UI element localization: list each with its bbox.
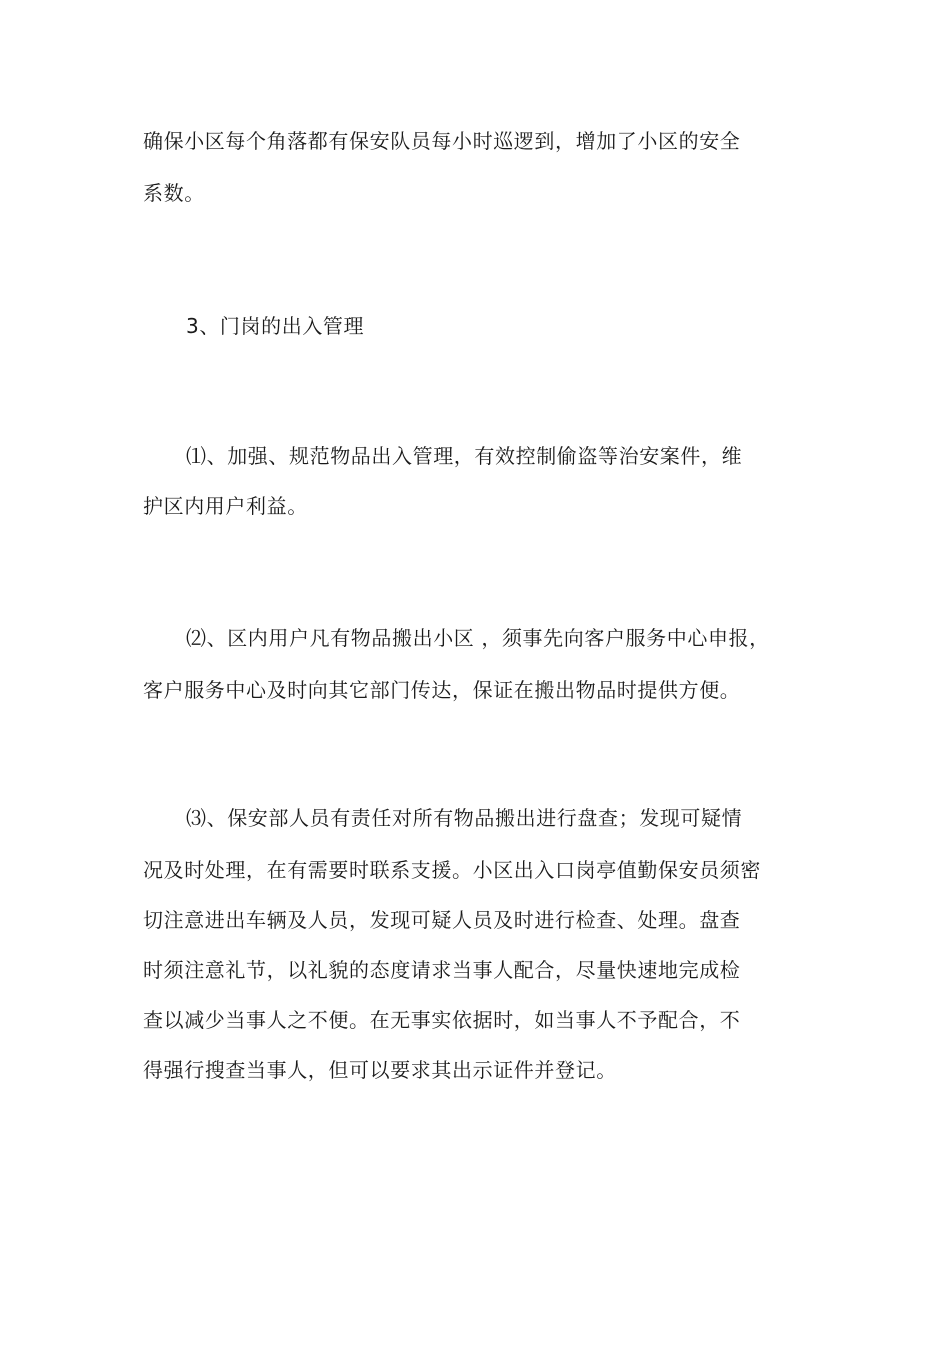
list-item-3-line: 得强行搜查当事人，但可以要求其出示证件并登记。 bbox=[143, 1058, 617, 1082]
list-item-1-line: ⑴、加强、规范物品出入管理，有效控制偷盗等治安案件，维 bbox=[186, 444, 743, 468]
list-item-3-line: 时须注意礼节，以礼貌的态度请求当事人配合，尽量快速地完成检 bbox=[143, 958, 741, 982]
list-item-3-line: 况及时处理，在有需要时联系支援。小区出入口岗亭值勤保安员须密 bbox=[143, 858, 761, 882]
list-item-1-line: 护区内用户利益。 bbox=[143, 494, 308, 518]
list-item-3-line: 查以减少当事人之不便。在无事实依据时，如当事人不予配合，不 bbox=[143, 1008, 741, 1032]
paragraph-line: 确保小区每个角落都有保安队员每小时巡逻到，增加了小区的安全 bbox=[143, 129, 741, 153]
list-item-3-line: 切注意进出车辆及人员，发现可疑人员及时进行检查、处理。盘查 bbox=[143, 908, 741, 932]
list-item-2-line: ⑵、区内用户凡有物品搬出小区 ，须事先向客户服务中心申报， bbox=[186, 626, 770, 650]
section-heading: 3、门岗的出入管理 bbox=[186, 314, 365, 338]
list-item-2-line: 客户服务中心及时向其它部门传达，保证在搬出物品时提供方便。 bbox=[143, 678, 741, 702]
paragraph-line: 系数。 bbox=[143, 181, 205, 205]
list-item-3-line: ⑶、保安部人员有责任对所有物品搬出进行盘查；发现可疑情 bbox=[186, 806, 743, 830]
